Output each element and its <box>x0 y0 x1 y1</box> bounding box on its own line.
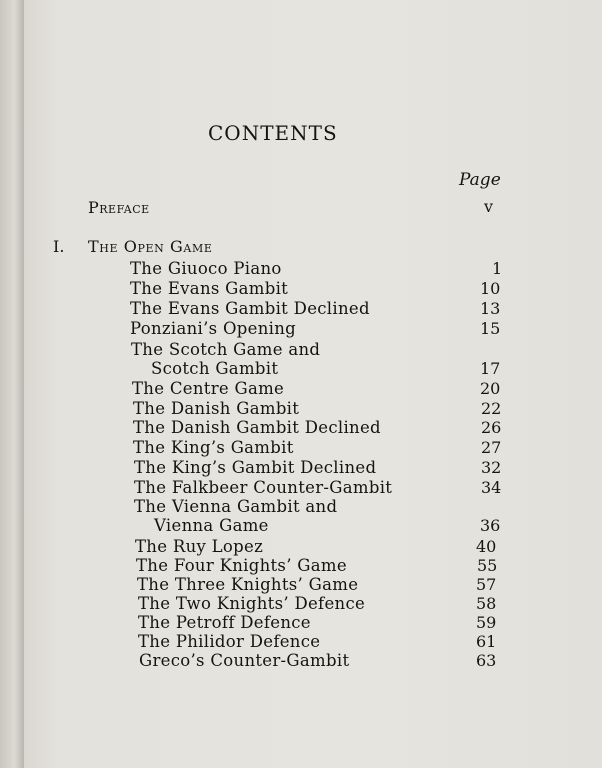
toc-entry-page-number: 27 <box>481 438 502 457</box>
toc-entry-title: The Scotch Game and <box>131 340 321 359</box>
toc-entry-title: The Giuoco Piano <box>130 259 282 278</box>
toc-entry-page-number: 32 <box>481 458 502 477</box>
toc-entry-title: The Vienna Gambit and <box>134 497 338 516</box>
toc-entry-page-number: 15 <box>480 319 501 338</box>
toc-entry-page-number: 22 <box>481 399 502 418</box>
toc-entry-title: The Philidor Defence <box>138 632 321 651</box>
toc-entry-title: Ponziani’s Opening <box>130 319 297 338</box>
toc-entry-page-number: 55 <box>477 556 498 575</box>
preface-page-number: v <box>484 197 494 216</box>
preface-entry: Preface <box>88 198 150 217</box>
toc-entry-page-number: 40 <box>476 537 497 556</box>
toc-entry-page-number: 20 <box>480 379 501 398</box>
toc-entry-title: The Ruy Lopez <box>135 537 264 556</box>
toc-entry-title: The Centre Game <box>132 379 285 398</box>
toc-entry-page-number: 36 <box>480 516 501 535</box>
toc-entry-title: Vienna Game <box>154 516 269 535</box>
toc-entry-title: The Petroff Defence <box>138 613 311 632</box>
toc-entry-title: The Danish Gambit Declined <box>133 418 381 437</box>
toc-entry-page-number: 63 <box>476 651 497 670</box>
toc-entry-page-number: 34 <box>481 478 502 497</box>
show-through-text <box>492 0 602 240</box>
toc-entry-title: Greco’s Counter-Gambit <box>139 651 350 670</box>
toc-entry-title: The Three Knights’ Game <box>137 575 359 594</box>
toc-entry-page-number: 57 <box>476 575 497 594</box>
toc-entry-page-number: 59 <box>476 613 497 632</box>
toc-entry-title: Scotch Gambit <box>151 359 279 378</box>
toc-entry-title: The Danish Gambit <box>133 399 300 418</box>
contents-heading: CONTENTS <box>208 121 338 145</box>
toc-entry-page-number: 1 <box>492 259 503 278</box>
toc-entry-title: The King’s Gambit Declined <box>134 458 377 477</box>
toc-entry-page-number: 58 <box>476 594 497 613</box>
toc-entry-title: The Evans Gambit <box>130 279 289 298</box>
toc-entry-page-number: 13 <box>480 299 501 318</box>
toc-entry-page-number: 61 <box>476 632 497 651</box>
toc-entry-page-number: 26 <box>481 418 502 437</box>
toc-entry-title: The Two Knights’ Defence <box>138 594 366 613</box>
toc-entry-page-number: 17 <box>480 359 501 378</box>
page-column-label: Page <box>459 170 501 190</box>
toc-entry-page-number: 10 <box>480 279 501 298</box>
part-number: I. <box>53 237 65 256</box>
toc-entry-title: The Four Knights’ Game <box>136 556 347 575</box>
book-gutter <box>0 0 24 768</box>
toc-entry-title: The Evans Gambit Declined <box>130 299 370 318</box>
toc-entry-title: The Falkbeer Counter-Gambit <box>134 478 393 497</box>
part-title: The Open Game <box>88 237 213 256</box>
toc-entry-title: The King’s Gambit <box>133 438 294 457</box>
